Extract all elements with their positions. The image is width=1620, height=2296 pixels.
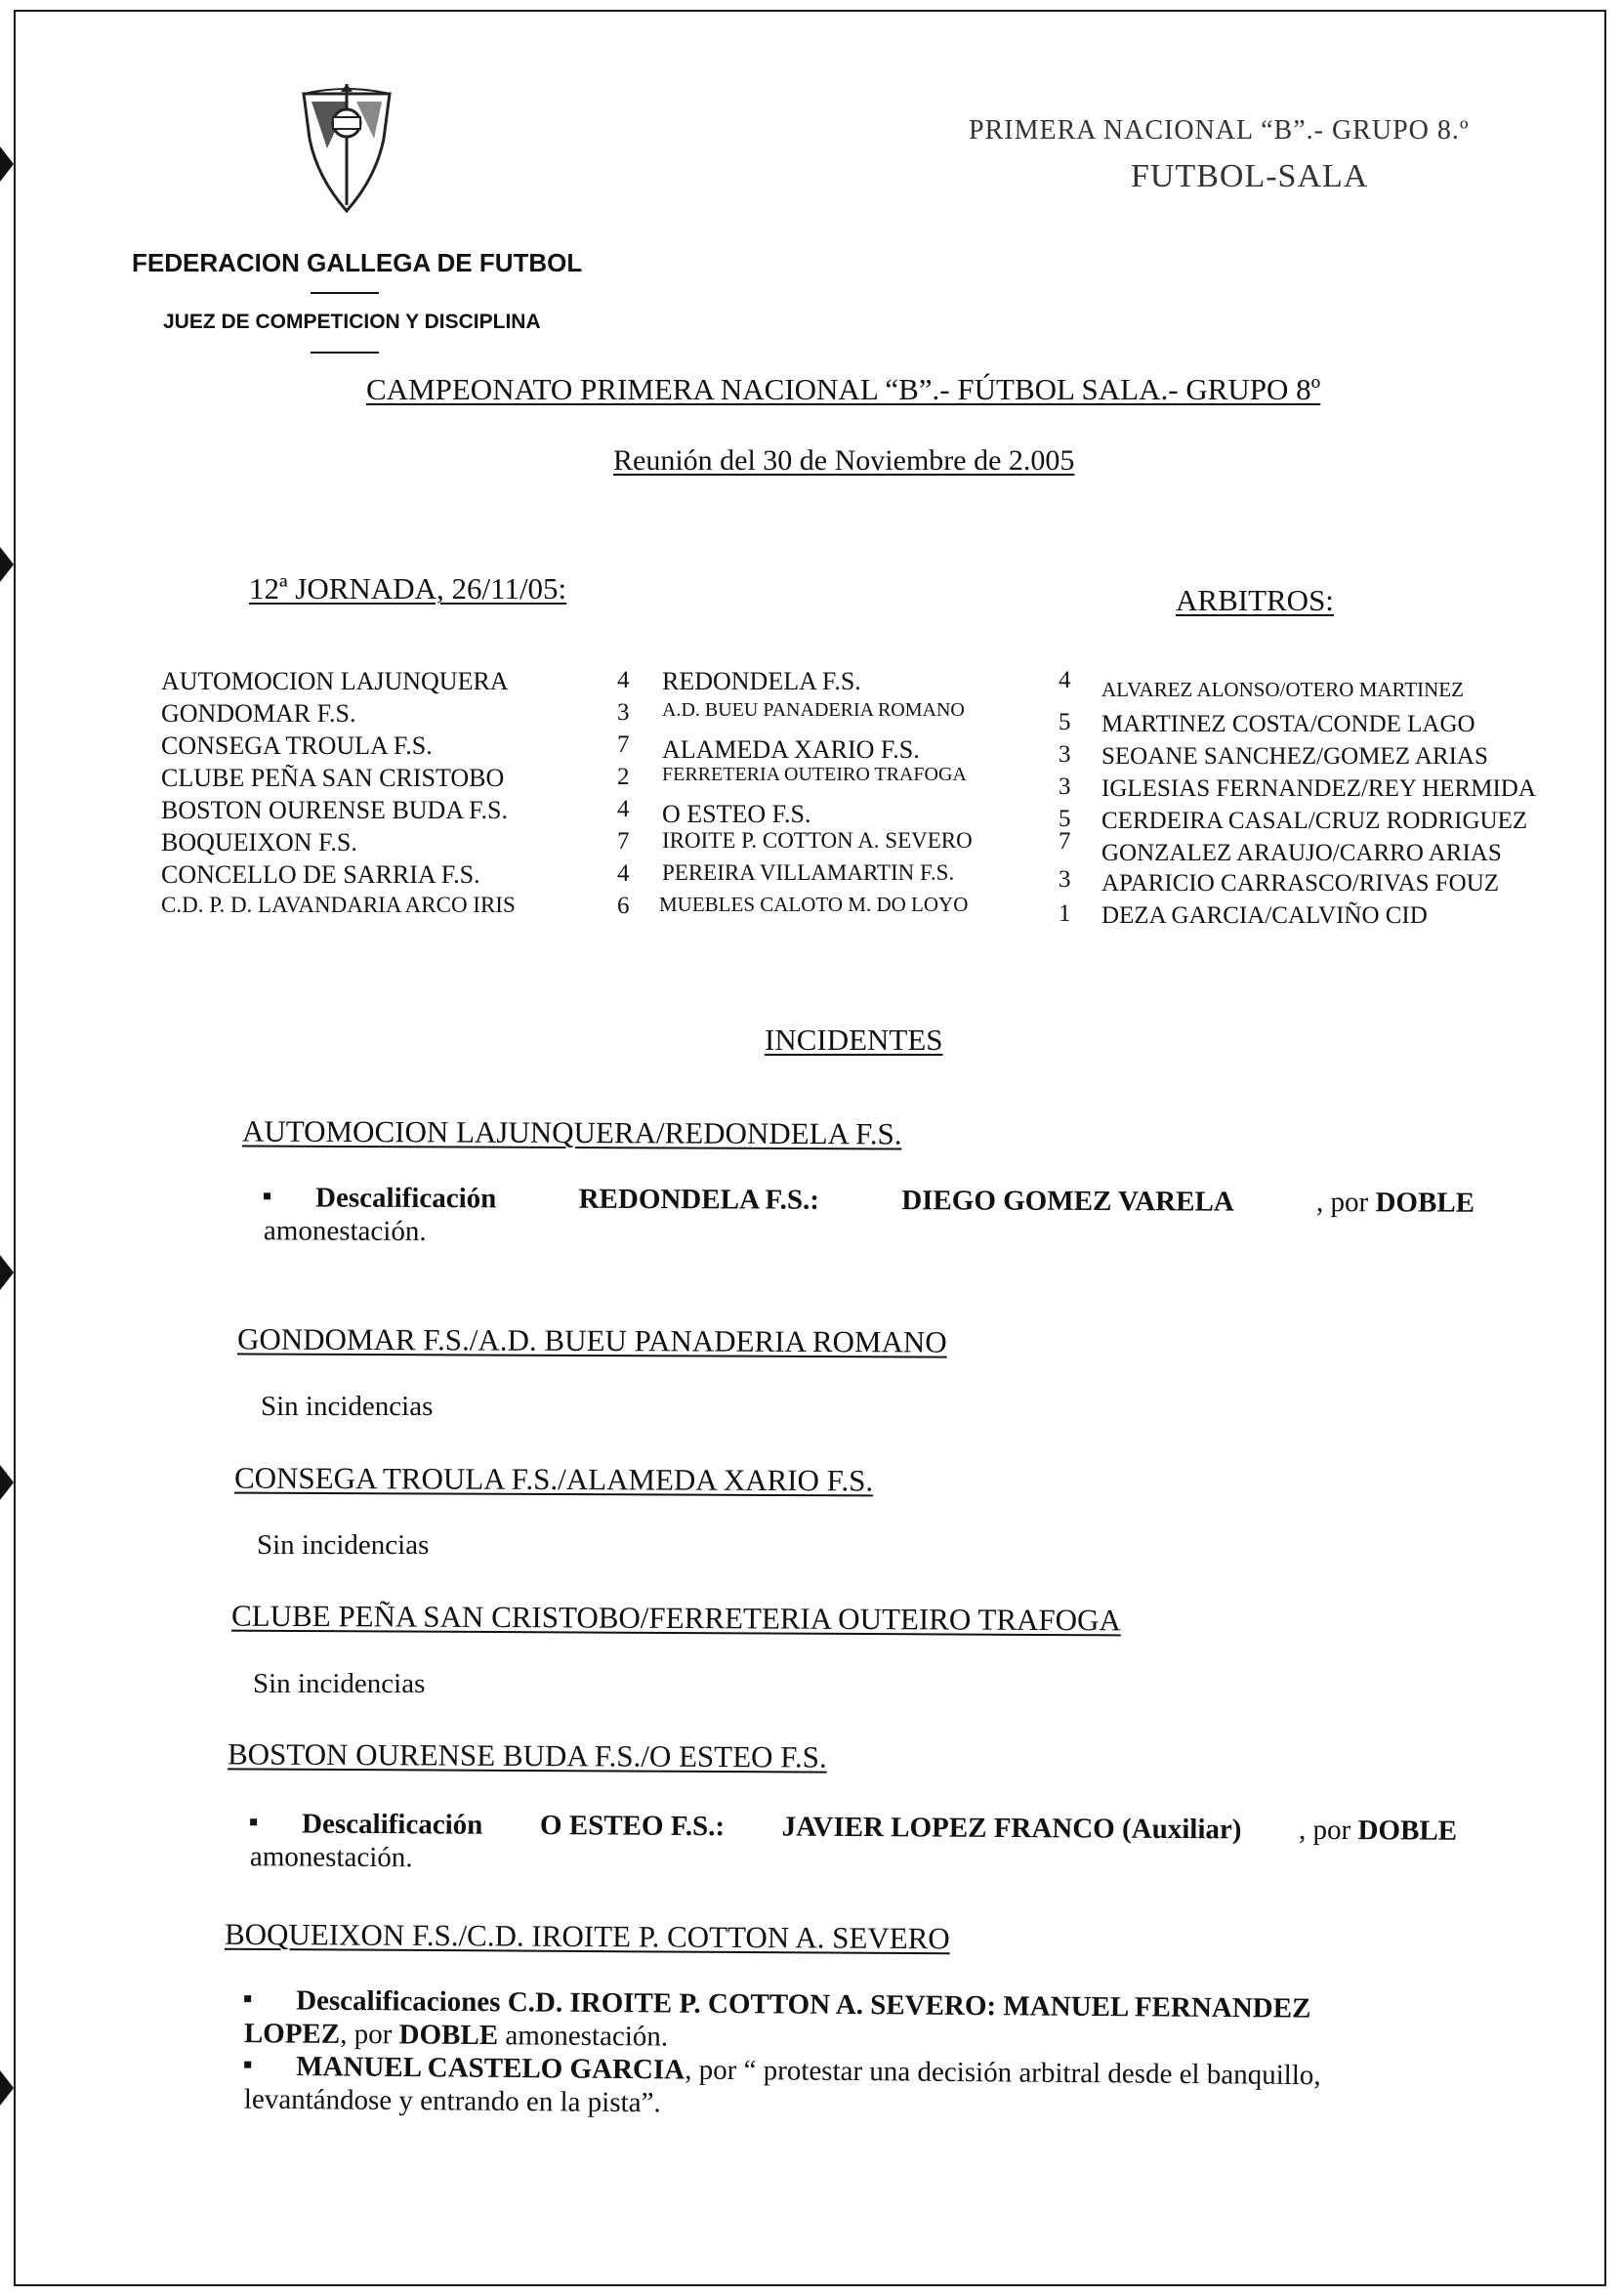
referees: APARICIO CARRASCO/RIVAS FOUZ <box>1101 870 1500 897</box>
divider <box>311 352 379 354</box>
org-name: FEDERACION GALLEGA DE FUTBOL <box>132 248 583 277</box>
incident-heading: BOQUEIXON F.S./C.D. IROITE P. COTTON A. SEVERO <box>224 1916 950 1956</box>
away-score: 1 <box>1059 900 1071 927</box>
scan-edge-mark <box>0 2070 14 2106</box>
away-team: PEREIRA VILLAMARTIN F.S. <box>662 860 955 885</box>
scan-edge-mark <box>0 1465 14 1500</box>
away-score: 3 <box>1059 773 1071 800</box>
away-team: IROITE P. COTTON A. SEVERO <box>662 828 973 853</box>
home-team: AUTOMOCION LAJUNQUERA <box>161 667 509 695</box>
away-team: FERRETERIA OUTEIRO TRAFOGA <box>662 764 967 785</box>
referees: GONZALEZ ARAUJO/CARRO ARIAS <box>1101 840 1502 866</box>
away-score: 5 <box>1059 806 1071 832</box>
away-score: 3 <box>1059 866 1071 893</box>
home-team: C.D. P. D. LAVANDARIA ARCO IRIS <box>161 893 516 917</box>
incident-text: Descalificación REDONDELA F.S.: DIEGO GOMEZ VARELA , por DOBLE amonestación. <box>263 1182 1475 1248</box>
header-sport: FUTBOL-SALA <box>1131 158 1369 194</box>
divider <box>311 292 379 294</box>
incident-heading: CLUBE PEÑA SAN CRISTOBO/FERRETERIA OUTEIRO TRAFOGA <box>230 1598 1121 1638</box>
away-team: MUEBLES CALOTO M. DO LOYO <box>659 893 969 916</box>
referees: DEZA GARCIA/CALVIÑO CID <box>1101 902 1428 929</box>
referees: MARTINEZ COSTA/CONDE LAGO <box>1101 711 1475 737</box>
home-score: 6 <box>617 893 630 919</box>
home-score: 4 <box>617 667 630 693</box>
home-team: BOSTON OURENSE BUDA F.S. <box>161 796 509 824</box>
referees: IGLESIAS FERNANDEZ/REY HERMIDA <box>1101 775 1536 802</box>
meeting-date: Reunión del 30 de Noviembre de 2.005 <box>613 444 1075 477</box>
incident-text: Sin incidencias <box>257 1529 430 1561</box>
scan-edge-mark <box>0 146 14 182</box>
home-score: 7 <box>617 828 630 855</box>
home-score: 3 <box>617 699 630 726</box>
incident-text: Sin incidencias <box>261 1391 434 1422</box>
bullet-icon <box>244 1995 251 2002</box>
incident-heading: BOSTON OURENSE BUDA F.S./O ESTEO F.S. <box>227 1736 827 1774</box>
referees: CERDEIRA CASAL/CRUZ RODRIGUEZ <box>1101 808 1528 834</box>
document-title: CAMPEONATO PRIMERA NACIONAL “B”.- FÚTBOL SALA.- GRUPO 8º <box>366 372 1321 406</box>
scan-edge-mark <box>0 547 14 582</box>
referees: SEOANE SANCHEZ/GOMEZ ARIAS <box>1101 743 1488 770</box>
away-team: ALAMEDA XARIO F.S. <box>662 735 920 764</box>
incidentes-heading: INCIDENTES <box>765 1023 943 1057</box>
home-team: BOQUEIXON F.S. <box>161 828 357 856</box>
away-team: REDONDELA F.S. <box>662 667 861 695</box>
bullet-icon <box>264 1192 270 1199</box>
incident-text: Descalificación O ESTEO F.S.: JAVIER LOPEZ FRANCO (Auxiliar) , por DOBLE amonestación. <box>249 1808 1458 1874</box>
jornada-heading: 12ª JORNADA, 26/11/05: <box>249 571 567 605</box>
incident-text: MANUEL CASTELO GARCIA, por “ protestar una decisión arbitral desde el banquillo, levantándose y entrando en la pista”. <box>243 2051 1321 2119</box>
home-score: 4 <box>617 796 630 822</box>
away-score: 4 <box>1059 667 1071 693</box>
home-score: 4 <box>617 860 630 887</box>
referees: ALVAREZ ALONSO/OTERO MARTINEZ <box>1101 678 1464 701</box>
home-team: CLUBE PEÑA SAN CRISTOBO <box>161 764 505 792</box>
bullet-icon <box>244 2061 251 2067</box>
incident-text: Descalificaciones C.D. IROITE P. COTTON A. SEVERO: MANUEL FERNANDEZ LOPEZ, por DOBLE amonestación. <box>243 1984 1311 2053</box>
home-team: GONDOMAR F.S. <box>161 699 356 728</box>
home-score: 2 <box>617 764 630 790</box>
arbitros-heading: ARBITROS: <box>1176 583 1334 617</box>
incident-heading: GONDOMAR F.S./A.D. BUEU PANADERIA ROMANO <box>236 1321 947 1359</box>
away-team: A.D. BUEU PANADERIA ROMANO <box>662 699 965 721</box>
incident-heading: CONSEGA TROULA F.S./ALAMEDA XARIO F.S. <box>233 1460 874 1498</box>
incident-text: Sin incidencias <box>253 1668 426 1699</box>
scan-edge-mark <box>0 1255 14 1290</box>
away-team: O ESTEO F.S. <box>662 800 811 828</box>
incident-heading: AUTOMOCION LAJUNQUERA/REDONDELA F.S. <box>241 1113 902 1151</box>
away-score: 5 <box>1059 709 1071 735</box>
federation-crest-logo <box>298 80 395 217</box>
bullet-icon <box>250 1818 257 1825</box>
away-score: 7 <box>1059 828 1071 855</box>
home-team: CONCELLO DE SARRIA F.S. <box>161 860 480 889</box>
home-team: CONSEGA TROULA F.S. <box>161 731 433 760</box>
header-competition: PRIMERA NACIONAL “B”.- GRUPO 8.º <box>969 115 1470 146</box>
org-subtitle: JUEZ DE COMPETICION Y DISCIPLINA <box>163 311 541 333</box>
home-score: 7 <box>617 731 630 758</box>
away-score: 3 <box>1059 741 1071 768</box>
